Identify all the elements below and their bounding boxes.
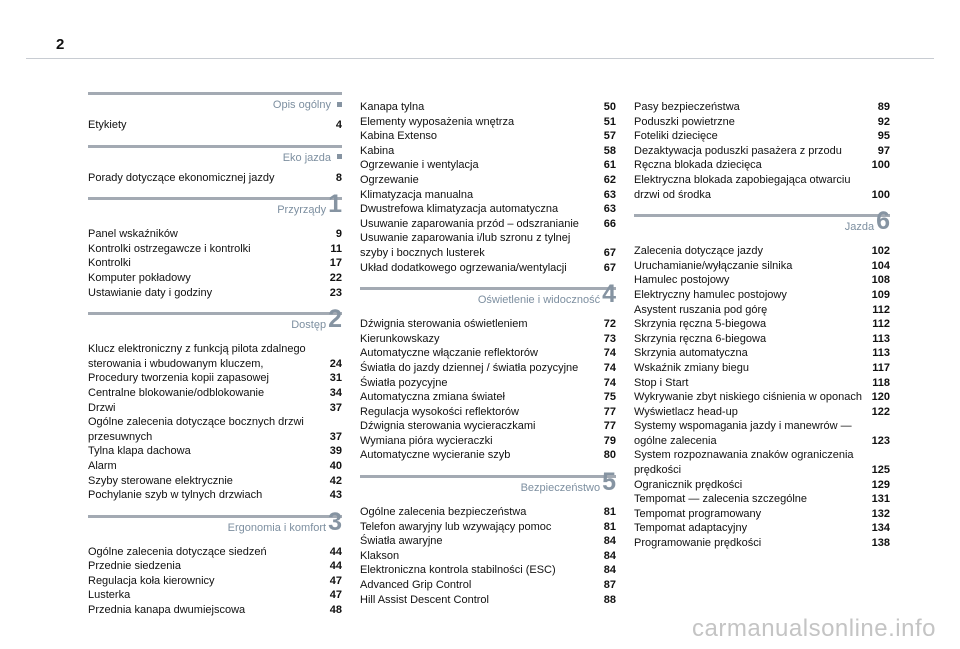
toc-entry-page: 87 (603, 579, 616, 592)
toc-entry[interactable] (88, 444, 342, 459)
section-oswietlenie-i-widocznosc (360, 280, 616, 463)
toc-entry[interactable] (88, 271, 342, 286)
toc-entry-page: 109 (871, 288, 890, 301)
toc-entry-title: Tempomat — zalecenia szczególne (634, 493, 808, 506)
toc-entry-page: 123 (871, 434, 890, 447)
toc-entry-page: 112 (872, 303, 890, 316)
toc-entry[interactable] (360, 202, 616, 217)
page-number: 2 (56, 36, 65, 53)
toc-entry-title: Tylna klapa dachowa (88, 445, 191, 458)
toc-entry-page: 125 (871, 464, 890, 477)
section-title: Bezpieczeństwo (520, 482, 601, 495)
toc-entry-page: 31 (329, 372, 342, 385)
toc-entry[interactable] (360, 390, 616, 405)
section-title: Oświetlenie i widoczność (477, 294, 601, 307)
toc-entry[interactable] (88, 256, 342, 271)
section-dostep (88, 305, 342, 503)
toc-entry-title: Programowanie prędkości (634, 537, 762, 550)
toc-entry-title: Szyby sterowane elektrycznie (88, 474, 233, 487)
toc-entry-title: Klucz elektroniczny z funkcją pilota zdalnego sterowania i wbudowanym kluczem, (88, 343, 306, 370)
toc-entry-page: 51 (603, 115, 616, 128)
toc-entry[interactable] (634, 507, 890, 522)
toc-entry-page: 4 (335, 119, 342, 131)
toc-entry[interactable] (88, 574, 342, 589)
toc-entry[interactable] (360, 346, 616, 361)
toc-entry-title: Automatyczne wycieranie szyb (360, 449, 511, 462)
toc-entry-page: 120 (871, 391, 890, 404)
toc-entry-page: 8 (335, 171, 342, 184)
toc-entry-page: 117 (872, 361, 890, 374)
toc-entry-page: 84 (603, 549, 616, 562)
toc-entry[interactable] (360, 434, 616, 449)
toc-entry-title: Ogrzewanie i wentylacja (360, 159, 479, 172)
toc-entry-page: 81 (603, 506, 616, 519)
toc-entry-title: Tempomat adaptacyjny (634, 522, 748, 535)
toc-entry-page: 17 (329, 257, 342, 270)
section-number: 2 (328, 305, 342, 334)
header-divider (26, 58, 934, 59)
toc-entry-page: 44 (329, 560, 342, 573)
toc-entry-page: 84 (603, 535, 616, 548)
toc-entry-title: Lusterka (88, 589, 131, 602)
square-bullet-icon (337, 154, 342, 159)
toc-entry-page: 102 (871, 245, 890, 258)
toc-entry[interactable] (88, 242, 342, 257)
toc-entry[interactable] (634, 521, 890, 536)
toc-entry-title: Kanapa tylna (360, 101, 425, 113)
toc-entry-title: Regulacja koła kierownicy (88, 574, 215, 587)
toc-entry-title: Dźwignia sterowania oświetleniem (360, 318, 528, 331)
toc-entry-title: Etykiety (88, 119, 127, 131)
toc-entry-page: 74 (603, 361, 616, 374)
toc-entry-title: Światła awaryjne (360, 535, 443, 548)
toc-entry-title: Dźwignia sterowania wycieraczkami (360, 420, 536, 433)
toc-entry-page: 61 (603, 159, 616, 172)
section-header[interactable] (88, 145, 342, 171)
toc-entry-title: Skrzynia ręczna 5-biegowa (634, 318, 767, 331)
toc-entry-page: 72 (603, 318, 616, 331)
toc-entry[interactable] (634, 158, 890, 173)
toc-entry-title: Ogólne zalecenia dotyczące siedzeń (88, 545, 267, 558)
toc-entry-page: 42 (329, 474, 342, 487)
section-header[interactable] (634, 207, 890, 244)
toc-entry-page: 43 (329, 489, 342, 502)
toc-entry-title: Światła pozycyjne (360, 376, 448, 389)
toc-entry[interactable] (360, 534, 616, 549)
watermark: carmanualsonline.info (692, 615, 936, 642)
toc-entry-title: Poduszki powietrzne (634, 115, 735, 128)
toc-entry-title: Tempomat programowany (634, 507, 762, 520)
toc-entry-title: Wskaźnik zmiany biegu (634, 361, 749, 374)
toc-entry[interactable] (360, 158, 616, 173)
toc-entry[interactable] (360, 549, 616, 564)
toc-entry-page: 89 (877, 101, 890, 113)
toc-entry[interactable] (88, 559, 342, 574)
toc-entry-title: Ogranicznik prędkości (634, 478, 743, 491)
toc-entry-page: 131 (871, 493, 890, 506)
toc-entry[interactable] (360, 361, 616, 376)
toc-entry-page: 63 (603, 188, 616, 201)
toc-entry[interactable] (634, 273, 890, 288)
toc-entry[interactable] (360, 520, 616, 535)
toc-entry[interactable] (634, 419, 890, 448)
toc-entry[interactable] (88, 545, 342, 560)
toc-entry[interactable] (634, 129, 890, 144)
toc-entry-title: Zalecenia dotyczące jazdy (634, 245, 764, 258)
toc-entry-title: Kontrolki ostrzegawcze i kontrolki (88, 242, 251, 255)
toc-entry-page: 39 (329, 445, 342, 458)
toc-entry[interactable] (360, 376, 616, 391)
toc-entry-page: 118 (872, 376, 890, 389)
toc-entry[interactable] (88, 386, 342, 401)
toc-entry-page: 67 (603, 246, 616, 259)
toc-entry-page: 81 (603, 520, 616, 533)
toc-entry-title: Kontrolki (88, 257, 131, 270)
toc-entry-title: Przednie siedzenia (88, 560, 181, 573)
toc-entry-page: 40 (329, 459, 342, 472)
toc-entry-page: 37 (329, 430, 342, 443)
toc-entry-page: 44 (329, 545, 342, 558)
toc-entry-page: 47 (329, 574, 342, 587)
toc-entry-page: 104 (871, 259, 890, 272)
toc-entry-page: 58 (603, 144, 616, 157)
toc-entry-title: Panel wskaźników (88, 228, 178, 241)
toc-entry-title: Pochylanie szyb w tylnych drzwiach (88, 489, 263, 502)
toc-entry-title: Stop i Start (634, 376, 689, 389)
toc-entry-page: 122 (871, 405, 890, 418)
toc-entry[interactable] (634, 405, 890, 420)
continued-entries (360, 100, 616, 275)
toc-entry[interactable] (88, 401, 342, 416)
toc-entry-title: Ogrzewanie (360, 173, 419, 186)
toc-entry[interactable] (634, 492, 890, 507)
toc-entry-title: Elektroniczna kontrola stabilności (ESC) (360, 564, 556, 577)
section-przyrzady (88, 190, 342, 300)
section-header[interactable] (360, 280, 616, 317)
toc-entry-title: Wykrywanie zbyt niskiego ciśnienia w oponach (634, 391, 862, 404)
toc-entry-title: Alarm (88, 459, 117, 472)
toc-column-2 (360, 92, 616, 619)
toc-entry-page: 108 (871, 274, 890, 287)
toc-entry[interactable] (360, 144, 616, 159)
toc-entry-title: Systemy wspomagania jazdy i manewrów — ogólne zalecenia (634, 420, 852, 447)
toc-entry[interactable] (360, 405, 616, 420)
toc-entry[interactable] (634, 346, 890, 361)
toc-entry-page: 24 (329, 357, 342, 370)
toc-entry[interactable] (360, 578, 616, 593)
toc-entry[interactable] (634, 536, 890, 551)
toc-entry[interactable] (88, 459, 342, 474)
toc-entry-title: Uruchamianie/wyłączanie silnika (634, 259, 793, 272)
toc-entry-page: 34 (329, 386, 342, 399)
toc-entry-page: 100 (871, 159, 890, 172)
continued-entries (634, 100, 890, 202)
toc-entry[interactable] (360, 505, 616, 520)
section-title: Opis ogólny (272, 99, 331, 111)
section-header[interactable] (88, 190, 342, 227)
toc-entry-page: 88 (603, 593, 616, 606)
toc-entry-title: Advanced Grip Control (360, 579, 472, 592)
toc-entry-title: Elektryczny hamulec postojowy (634, 288, 787, 301)
section-header[interactable] (88, 305, 342, 342)
toc-entry-title: Układ dodatkowego ogrzewania/wentylacji (360, 261, 567, 274)
toc-entry-page: 48 (329, 604, 342, 617)
toc-entry-title: Ogólne zalecenia dotyczące bocznych drzwi przesuwnych (88, 416, 304, 443)
toc-entry-page: 92 (877, 115, 890, 128)
toc-entry-page: 134 (871, 522, 890, 535)
toc-entry-title: Drzwi (88, 401, 116, 414)
toc-entry-page: 113 (872, 347, 890, 360)
toc-entry-title: Kierunkowskazy (360, 332, 440, 345)
toc-entry[interactable] (88, 286, 342, 301)
toc-entry-title: Hamulec postojowy (634, 274, 730, 287)
toc-entry[interactable] (634, 259, 890, 274)
toc-entry-title: Centralne blokowanie/odblokowanie (88, 386, 265, 399)
toc-entry[interactable] (88, 342, 342, 371)
section-header[interactable] (360, 468, 616, 505)
toc-entry[interactable] (360, 261, 616, 276)
toc-entry[interactable] (360, 115, 616, 130)
toc-column-3 (634, 92, 890, 563)
toc-entry[interactable] (88, 415, 342, 444)
toc-entry-title: Hill Assist Descent Control (360, 593, 489, 606)
toc-entry-page: 23 (329, 286, 342, 299)
section-header[interactable] (88, 92, 342, 118)
toc-entry-page: 22 (329, 271, 342, 284)
toc-entry-title: Usuwanie zaparowania i/lub szronu z tylnej szyby i bocznych lusterek (360, 232, 571, 259)
toc-entry-title: Klimatyzacja manualna (360, 188, 474, 201)
toc-entry-page: 66 (603, 217, 616, 230)
section-title: Przyrządy (277, 204, 327, 217)
toc-entry-page: 97 (877, 144, 890, 157)
toc-entry-page: 84 (603, 564, 616, 577)
toc-entry[interactable] (634, 173, 890, 202)
toc-entry[interactable] (634, 390, 890, 405)
toc-entry-title: Dwustrefowa klimatyzacja automatyczna (360, 203, 559, 216)
toc-entry[interactable] (634, 244, 890, 259)
toc-entry[interactable] (88, 603, 342, 618)
toc-entry[interactable] (634, 332, 890, 347)
toc-entry[interactable] (88, 588, 342, 603)
section-number: 1 (328, 190, 342, 219)
toc-entry[interactable] (360, 563, 616, 578)
toc-entry-page: 132 (871, 507, 890, 520)
toc-entry[interactable] (88, 474, 342, 489)
toc-entry-page: 50 (603, 101, 616, 113)
section-title: Jazda (844, 221, 875, 234)
toc-entry[interactable] (634, 376, 890, 391)
toc-entry-page: 138 (871, 537, 890, 550)
section-bezpieczenstwo (360, 468, 616, 607)
toc-entry-page: 74 (603, 376, 616, 389)
toc-entry-page: 9 (335, 228, 342, 241)
toc-entry-title: Telefon awaryjny lub wzywający pomoc (360, 520, 552, 533)
toc-entry[interactable] (360, 231, 616, 260)
toc-entry-page: 62 (603, 173, 616, 186)
toc-entry[interactable] (634, 144, 890, 159)
toc-entry[interactable] (360, 188, 616, 203)
toc-entry[interactable] (634, 361, 890, 376)
toc-entry-title: Automatyczna zmiana świateł (360, 391, 505, 404)
section-ergonomia-i-komfort (88, 507, 342, 618)
toc-entry-title: System rozpoznawania znaków ograniczenia prędkości (634, 449, 854, 477)
toc-entry[interactable] (634, 100, 890, 115)
toc-entry[interactable] (360, 317, 616, 332)
toc-entry[interactable] (634, 448, 890, 477)
toc-entry-page: 74 (603, 347, 616, 360)
section-number: 4 (602, 280, 616, 309)
toc-entry-page: 11 (330, 242, 342, 255)
toc-entry[interactable] (88, 488, 342, 503)
toc-entry-page: 77 (603, 405, 616, 418)
toc-entry[interactable] (88, 227, 342, 242)
toc-entry-title: Usuwanie zaparowania przód – odszranianie (360, 217, 579, 230)
toc-entry[interactable] (360, 217, 616, 232)
toc-entry-title: Pasy bezpieczeństwa (634, 101, 740, 113)
section-eko-jazda (88, 145, 342, 186)
toc-entry-title: Dezaktywacja poduszki pasażera z przodu (634, 144, 842, 157)
toc-entry[interactable] (360, 448, 616, 463)
toc-entry-page: 63 (603, 203, 616, 216)
toc-entry-page: 100 (871, 188, 890, 201)
toc-entry-page: 37 (329, 401, 342, 414)
toc-entry[interactable] (360, 100, 616, 115)
toc-entry-title: Asystent ruszania pod górę (634, 303, 768, 316)
toc-entry-page: 67 (603, 261, 616, 274)
toc-entry-title: Skrzynia automatyczna (634, 347, 748, 360)
toc-entry-title: Wyświetlacz head-up (634, 405, 738, 418)
section-header[interactable] (88, 507, 342, 545)
toc-entry[interactable] (634, 478, 890, 493)
toc-entry-title: Foteliki dziecięce (634, 130, 718, 143)
toc-entry[interactable] (88, 171, 342, 186)
toc-entry-title: Wymiana pióra wycieraczki (360, 434, 493, 447)
toc-entry[interactable] (360, 593, 616, 608)
section-jazda (634, 207, 890, 550)
square-bullet-icon (337, 102, 342, 107)
toc-entry[interactable] (634, 115, 890, 130)
section-opis-ogolny (88, 92, 342, 133)
toc-entry[interactable] (360, 173, 616, 188)
toc-entry-title: Kabina Extenso (360, 130, 438, 143)
toc-entry-page: 112 (872, 318, 890, 331)
section-number: 6 (876, 207, 890, 236)
section-title: Dostęp (291, 319, 327, 332)
toc-entry-page: 73 (603, 332, 616, 345)
toc-entry-title: Komputer pokładowy (88, 271, 191, 284)
toc-entry-page: 95 (877, 130, 890, 143)
section-title: Ergonomia i komfort (227, 521, 327, 534)
toc-entry-page: 75 (603, 391, 616, 404)
toc-entry-title: Procedury tworzenia kopii zapasowej (88, 372, 269, 385)
toc-entry-title: Światła do jazdy dziennej / światła pozycyjne (360, 361, 579, 374)
toc-entry-page: 77 (603, 420, 616, 433)
toc-entry[interactable] (634, 303, 890, 318)
toc-entry[interactable] (634, 288, 890, 303)
toc-entry-title: Skrzynia ręczna 6-biegowa (634, 332, 767, 345)
toc-entry-title: Przednia kanapa dwumiejscowa (88, 604, 246, 617)
toc-entry-page: 80 (603, 449, 616, 462)
section-number: 5 (602, 468, 616, 497)
toc-entry-title: Porady dotyczące ekonomicznej jazdy (88, 171, 275, 184)
toc-entry-page: 113 (872, 332, 890, 345)
toc-entry[interactable] (88, 118, 342, 133)
toc-entry-title: Ręczna blokada dziecięca (634, 159, 762, 172)
toc-entry-title: Ustawianie daty i godziny (88, 286, 213, 299)
toc-entry-title: Automatyczne włączanie reflektorów (360, 347, 538, 360)
toc-entry-title: Klakson (360, 549, 400, 562)
section-number: 3 (328, 507, 342, 536)
toc-entry[interactable] (88, 371, 342, 386)
toc-entry[interactable] (360, 332, 616, 347)
toc-column-1 (88, 92, 342, 630)
toc-entry-title: Elementy wyposażenia wnętrza (360, 115, 515, 128)
toc-entry-page: 57 (603, 130, 616, 143)
toc-entry-page: 47 (329, 589, 342, 602)
toc-entry-title: Kabina (360, 144, 395, 157)
toc-entry[interactable] (360, 419, 616, 434)
toc-entry[interactable] (634, 317, 890, 332)
section-title: Eko jazda (282, 151, 331, 164)
toc-entry-title: Ogólne zalecenia bezpieczeństwa (360, 506, 527, 519)
toc-entry[interactable] (360, 129, 616, 144)
toc-entry-title: Elektryczna blokada zapobiegająca otwarciu drzwi od środka (634, 173, 851, 201)
toc-entry-title: Regulacja wysokości reflektorów (360, 405, 519, 418)
toc-entry-page: 79 (603, 434, 616, 447)
toc-entry-page: 129 (871, 478, 890, 491)
